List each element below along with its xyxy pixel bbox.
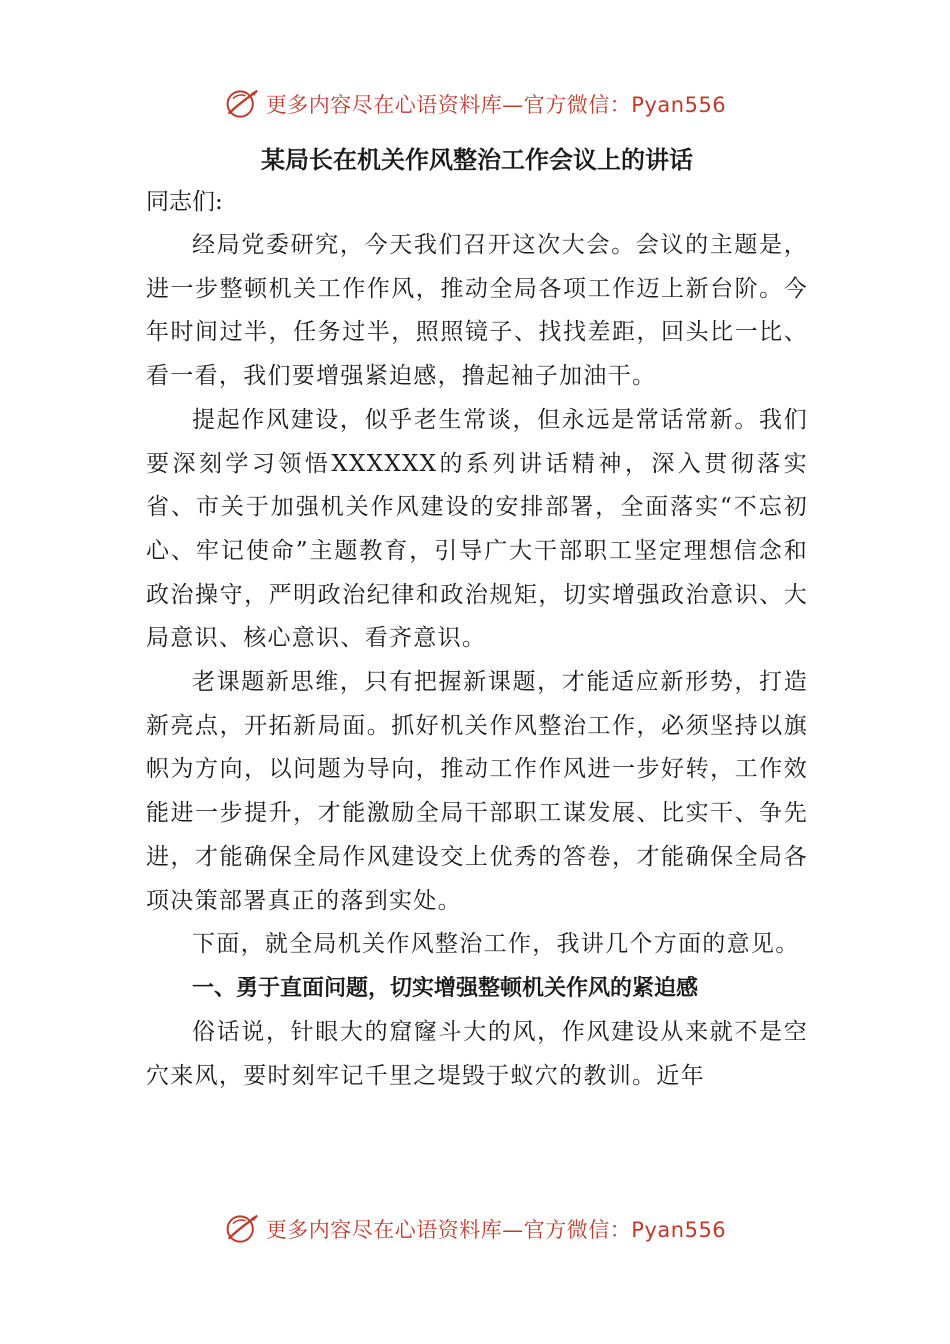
document-body [146,140,808,1098]
salutation: 同志们: [146,189,223,215]
pen-logo-icon [224,1211,260,1247]
watermark-text: 更多内容尽在心语资料库—官方微信：Pyan556 [265,1218,727,1242]
watermark-header [0,84,950,124]
section-1-paragraph: 俗话说，针眼大的窟窿斗大的风，作风建设从来就不是空穴来风，要时刻牢记千里之堤毁于蚁穴的教训。近年 [146,1018,808,1089]
document-title: 某局长在机关作风整治工作会议上的讲话 [261,146,693,174]
section-heading-1: 一、勇于直面问题，切实增强整顿机关作风的紧迫感 [192,975,699,1001]
watermark-text: 更多内容尽在心语资料库—官方微信：Pyan556 [265,93,727,117]
paragraph-4: 下面，就全局机关作风整治工作，我讲几个方面的意见。 [192,931,800,958]
paragraph-2: 提起作风建设，似乎老生常谈，但永远是常话常新。我们要深刻学习领悟XXXXXX的系列讲话精神，深入贯彻落实省、市关于加强机关作风建设的安排部署，全面落实“不忘初心、牢记使命”主题教育，引导广大干部职工坚定理想信念和政治操守，严明政治纪律和政治规矩，切实增强政治意识、大局意识、核心意识、看齐意识。 [146,406,808,652]
pen-logo-icon [224,86,260,122]
paragraph-1: 经局党委研究，今天我们召开这次大会。会议的主题是，进一步整顿机关工作作风，推动全局各项工作迈上新台阶。今年时间过半，任务过半，照照镜子、找找差距，回头比一比、看一看，我们要增强紧迫感，撸起袖子加油干。 [146,232,808,390]
watermark-footer [0,1209,950,1249]
paragraph-3: 老课题新思维，只有把握新课题，才能适应新形势，打造新亮点，开拓新局面。抓好机关作风整治工作，必须坚持以旗帜为方向，以问题为导向，推动工作作风进一步好转，工作效能进一步提升，才能激励全局干部职工谋发展、比实干、争先进，才能确保全局作风建设交上优秀的答卷，才能确保全局各项决策部署真正的落到实处。 [146,669,808,914]
